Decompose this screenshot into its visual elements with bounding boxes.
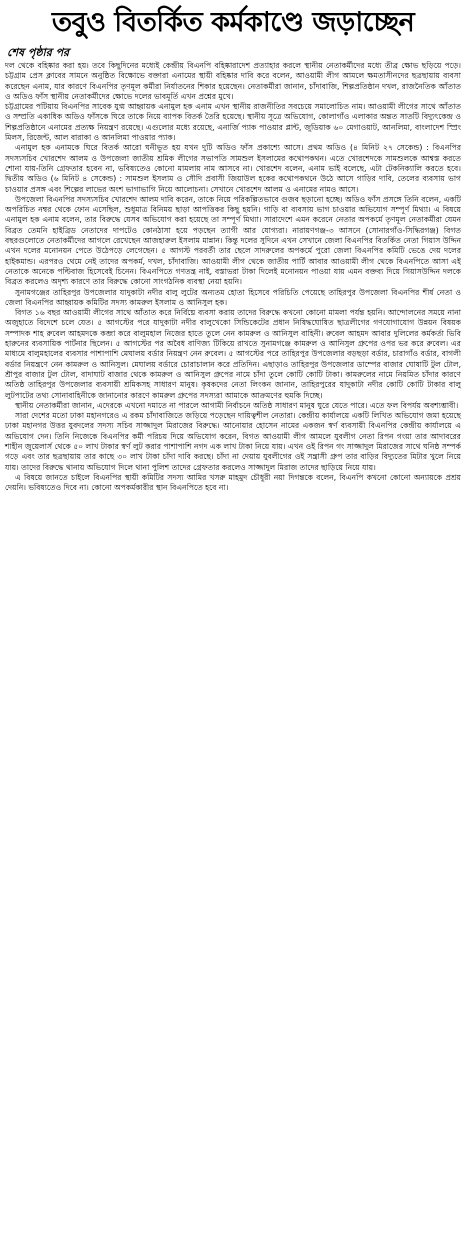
paragraph-4: উপজেলা বিএনপির সদস্যসচিব খোরশেদ আলম দাবি করেন, তাকে নিয়ে পরিকল্পিতভাবে গুজব ছড়ানো হচ্ছে। অডিও ফাঁস প্রসঙ্গে তিনি বলেন, একটি অপরিচিত নম্বর থেকে ফোন এসেছিল, শুধুমাত্র বিনিময় ছাড়া আপত্তিকর কিছু হয়নি। গাড়ি বা ব্যবসায় ভাগ চাওয়ার অভিযোগ সম্পূর্ণ মিথ্যা। এ বিষয়ে এনামুল হক এনাম বলেন, তার বিরুদ্ধে যেসব অভিযোগ করা হয়েছে তা সম্পূর্ণ মিথ্যা। সারাদেশে এমন করেনে নেতার অপকর্মে তৃণমূল নেতাকর্মীরা যেমন বিব্রত তেমনি হাইব্রিড নেতাদের দাপটেও কোনঠাসা হয়ে পড়ছেন ত্যাগী আর যোগ্যরা। নারায়ণগঞ্জ-৩ আসনে (সোনারগাঁও-সিদ্ধিরগঞ্জ) বিগত বছরগুলোতে নেতাকর্মীদের আগলে রেখেছেন আজহারুল ইসলাম মান্নান। কিন্তু দলের সুদিনে এখন সেখানে জেলা বিএনপির বিতর্কিত নেতা গিয়াস উদ্দিন এখন দলের মনোনয়ন পেতে উঠেপড়ে লেগেছেন। ৫ আগস্ট পরবর্তী তার ছেলে সাদরুলের অপকর্মে পুরো জেলা বিএনপির কমিটি ভেঙে দেয় দলের হাইকমান্ড। এরপরও থেমে নেই তাদের অপকর্ম, দখল, চাঁদাবাজি। আওয়ামী লীগ থেকে জাতীয় পার্টি আবার আওয়ামী লীগ থেকে বিএনপিতে আসা এই নেতাকে অনেকে পল্টিবাজ হিসেবেই চিনেন। বিএনপিতে গণতন্ত্র নাই, বস্তাভরা টাকা দিলেই মনোনয়ন পাওয়া যায় এমন বক্তব্য দিয়ে গিয়াসউদ্দিন দলকে বিব্রত করলেও অদৃশ্য কারণে তার বিরুদ্ধে কোনো সাংগঠনিক ব্যবস্থা নেয়া হয়নি।: [5, 194, 461, 287]
paragraph-9: এ বিষয়ে জানতে চাইলে বিএনপির স্থায়ী কমিটির সদস্য আমির খসরু মাহমুদ চৌধুরী নয়া দিগন্তকে বলেন, বিএনপি কখনো কোনো অন্যায়কে প্রশ্রয় দেয়নি। ভবিষ্যতেও দিবে না। কোনো অপকর্মকারীর স্থান বিএনপিতে হবে না।: [5, 472, 461, 493]
paragraph-2: চট্টগ্রামের পটিয়ায় বিএনপির সাবেক যুগ্ম আহ্বায়ক এনামুল হক এনাম এখন স্থানীয় রাজনীতির সবচেয়ে সমালোচিত নাম। আওয়ামী লীগের সাথে আঁতাত ও সম্প্রতি একাধিক অডিও ফাঁসকে ঘিরে তাকে নিয়ে ব্যাপক বিতর্ক তৈরি হয়েছে। স্থানীয় সূত্রে অভিযোগ, কোলাগাঁও এলাকার অন্তত সাতটি বিদ্যুৎকেন্দ্র ও শিল্পপ্রতিষ্ঠানে এনামের প্রত্যক্ষ নিয়ন্ত্রণ রয়েছে। এগুলোর মধ্যে রয়েছে, এনার্জি প্যাক পাওয়ার প্লান্ট, জুডিয়াক ৬০ মেগাওয়াট, আনলিমা, বাংলাদেশ স্প্রিং মিলস, রিজেন্ট, আল বারাকা ও আনলিমা পাওয়ার প্যাক।: [5, 102, 461, 143]
paragraph-5: সুনামগঞ্জের তাহিরপুর উপজেলার যাদুকাটা নদীর বালু লুটের অন্যতম হোতা হিসেবে পরিচিতি পেয়েছে তাহিরপুর উপজেলা বিএনপির শীর্ষ নেতা ও জেলা বিএনপির আহ্বায়ক কমিটির সদস্য কামরুল ইসলাম ও আনিসুল হক।: [5, 287, 461, 307]
paragraph-6: বিগত ১৬ বছর আওয়ামী লীগের সাথে আঁতাত করে নির্বিঘ্নে ব্যবসা করায় তাদের বিরুদ্ধে কখনো কোনো মামলা পর্যন্ত হয়নি। আন্দোলনের সময়ে নানা অজুহাতে বিদেশে চলে যেত। ৫ আগস্টের পরে যাদুকাটা নদীর বালুখেকো সিন্ডিকেটের প্রধান নিষিদ্ধঘোষিত ছাত্রলীগের গণযোগাযোগ উন্নয়ন বিষয়ক সম্পাদক শাহ রুবেল আহমদকে কব্জা করে বালুমহাল নিজের হাতে তুলে নেন কামরুল ও আনিসুল বাহিনী। রুবেল আহমদ আবার দুলিলের কর্মকর্তা ভিবি হারুনের ব্যবসায়িক পার্টনার ছিলেন। ৫ আগস্টের পর অবৈধ বাণিজ্য টিকিয়ে রাখতে সুনামগঞ্জে কামরুল ও আনিসুল গ্রুপের ওপর ভর করে রুবেল। এর মাধ্যমে বালুমহালের ব্যবসার পাশাপাশি মেঘালয় বর্ডার নিয়ন্ত্রণ নেন রুবেল। ৫ আগস্টের পরে তাহিরপুর উপজেলার বড়ছড়া বর্ডার, চারাগাঁও বর্ডার, বাগলী বর্ডার নিয়ন্ত্রণে নেন কামরুল ও আনিসুল। মেঘালয় বর্ডারে চোরাচালান করে প্রতিদিন। এছাড়াও তাহিরপুর উপজেলার ডাম্পের বাজার ঘোষাটি টুল টোল, শ্রীপুর বাজার টুল টোল, বাদাঘাট বাজার থেকে কামরুল ও আনিসুল গ্রুপের নামে চাঁদা তুলে কোটি কোটি টাকা। কামরুলের নামে নিয়মিত চাঁদার কারণে অতিষ্ঠ তাহিরপুর উপজেলার ব্যবসায়ী শ্রমিকসহ সাধারণ মানুষ। কৃষকদের নেতা লিংকন জানান, তাহিরপুরের যাদুকাটা নদীর কোটি কোটি টাকার বালু লুটপাটের তথ্য সোনাবাহিনীকে জানানোর কারণে কামরুল গ্রুপের সদস্যরা আমাকে আক্রমণের হুমকি দিচ্ছে।: [5, 308, 461, 400]
paragraph-3: এনামুল হক এনামকে ঘিরে বিতর্ক আরো ঘনীভূত হয় যখন দুটি অডিও ফাঁস প্রকাশ্যে আসে। প্রথম অডিও (৪ মিনিট ২৭ সেকেন্ড) : বিএনপির সদস্যসচিব খোরশেদ আলম ও উপজেলা জাতীয় শ্রমিক লীগের সভাপতি সামশুল ইসলামের কথোপকথন। এতে খোরশেদকে সামশুলকে আশ্বস্ত করতে শোনা যায়-তিনি গ্রেফতার হবেন না, ভবিষ্যতেও কোনো মামলায় নাম আসবে না। খোরশেদ বলেন, এনাম ভাই বলেছে, এটা টেকনিক্যালি করতে হবে। দ্বিতীয় অডিও (৬ মিনিট ৪ সেকেন্ড) : সামশুল ইসলাম ও সৌদি প্রবাসী জিয়াউল হকের কথোপকথনে উঠে আসে গাড়ির দাবি, তেলের ব্যবসায় ভাগ চাওয়ার প্রসঙ্গ এবং শিল্পের লাভের অংশ ভাগাভাগি নিয়ে আলোচনা। সেখানে খোরশেদ আলম ও এনামের নামও আসে।: [5, 143, 461, 194]
paragraph-8: সারা দেশের মতো ঢাকা মহানগরেও এ রকম চাঁদাবাজিতে জড়িয়ে পড়েছেন দায়িত্বশীল নেতারা। কেন্দ্রীয় কার্যালয়ে একটি লিখিত অভিযোগ জমা হয়েছে ঢাকা মহানগর উত্তর যুবদলের সদস্য সচিব সাজ্জাদুল মিরাজের বিরুদ্ধে। আনোয়ার হোসেন নামের একজন স্বর্ণ ব্যবসায়ী বিএনপির কেন্দ্রীয় কার্যালয়ে এ অভিযোগ দেন। তিনি নিজেকে বিএনপির কর্মী পরিচয় দিয়ে অভিযোগ করেন, বিগত আওয়ামী লীগ আমলে যুবলীগ নেতা রিপন গংয়া তার আদাবরের শাহীন জুয়েলার্স থেকে ৫০ লাখ টাকার স্বর্ণ লুট করার পাশাপাশি নগদ এক লাখ টাকা নিয়ে যায়। এখন ওই রিপন গং সাজ্জাদুল মিরাজের সাথে ঘনিষ্ঠ সম্পর্ক গড়ে এবং তার ছত্রছায়ায় তার কাছে ৩০ লাখ টাকা চাঁদা দাবি করছে। চাঁদা না দেয়ায় যুবলীগের ওই সন্ত্রাসী গ্রুপ তার বাড়ির বিদ্যুতের মিটার খুলে নিয়ে যায়। তাদের বিরুদ্ধে থানায় অভিযোগ দিলে থানা পুলিশ তাদের গ্রেফতার করলেও সাজ্জাদুল মিরাজ তাদের ছাড়িয়ে নিয়ে যায়।: [5, 411, 461, 472]
continuation-label: শেষ পৃষ্ঠার পর: [7, 46, 70, 59]
paragraph-7: স্থানীয় নেতাকর্মীরা জানান, এদেরকে এখনো দমাতে না পারলে আগামী নির্বাচনে অতিষ্ঠ সাধারণ মানুষ ঘুরে যেতে পারে। এতে ফল বিপর্যয় অবশ্যম্ভাবী।: [15, 400, 459, 410]
article-body: [5, 61, 461, 493]
paragraph-1: দল থেকে বহিষ্কার করা হয়। তবে কিছুদিনের মধ্যেই কেন্দ্রীয় বিএনপি বহিষ্কারাদেশ প্রত্যাহার করলে স্থানীয় নেতাকর্মীদের মধ্যে তীব্র ক্ষোভ ছড়িয়ে পড়ে। চট্টগ্রাম প্রেস ক্লাবের সামনে অনুষ্ঠিত বিক্ষোভে বক্তারা এনামের স্থায়ী বহিষ্কার দাবি করে বলেন, আওয়ামী লীগ আমলে ক্ষমতাসীনদের ছত্রছায়ায় ব্যবসা করেছেন এনাম, যার কারণে বিএনপির তৃণমূল কর্মীরা নির্যাতনের শিকার হয়েছেন। নেতাকর্মীরা জানান, চাঁদাবাজি, শিল্পপ্রতিষ্ঠান দখল, রাজনৈতিক আঁতাত ও অডিও ফাঁস স্থানীয় নেতাকর্মীদের ক্ষোভে দলের ভাবমূর্তি এখন প্রশ্নের মুখে।: [5, 61, 461, 101]
article-headline: তবুও বিতর্কিত কর্মকাণ্ডে জড়াচ্ছেন: [51, 7, 415, 38]
